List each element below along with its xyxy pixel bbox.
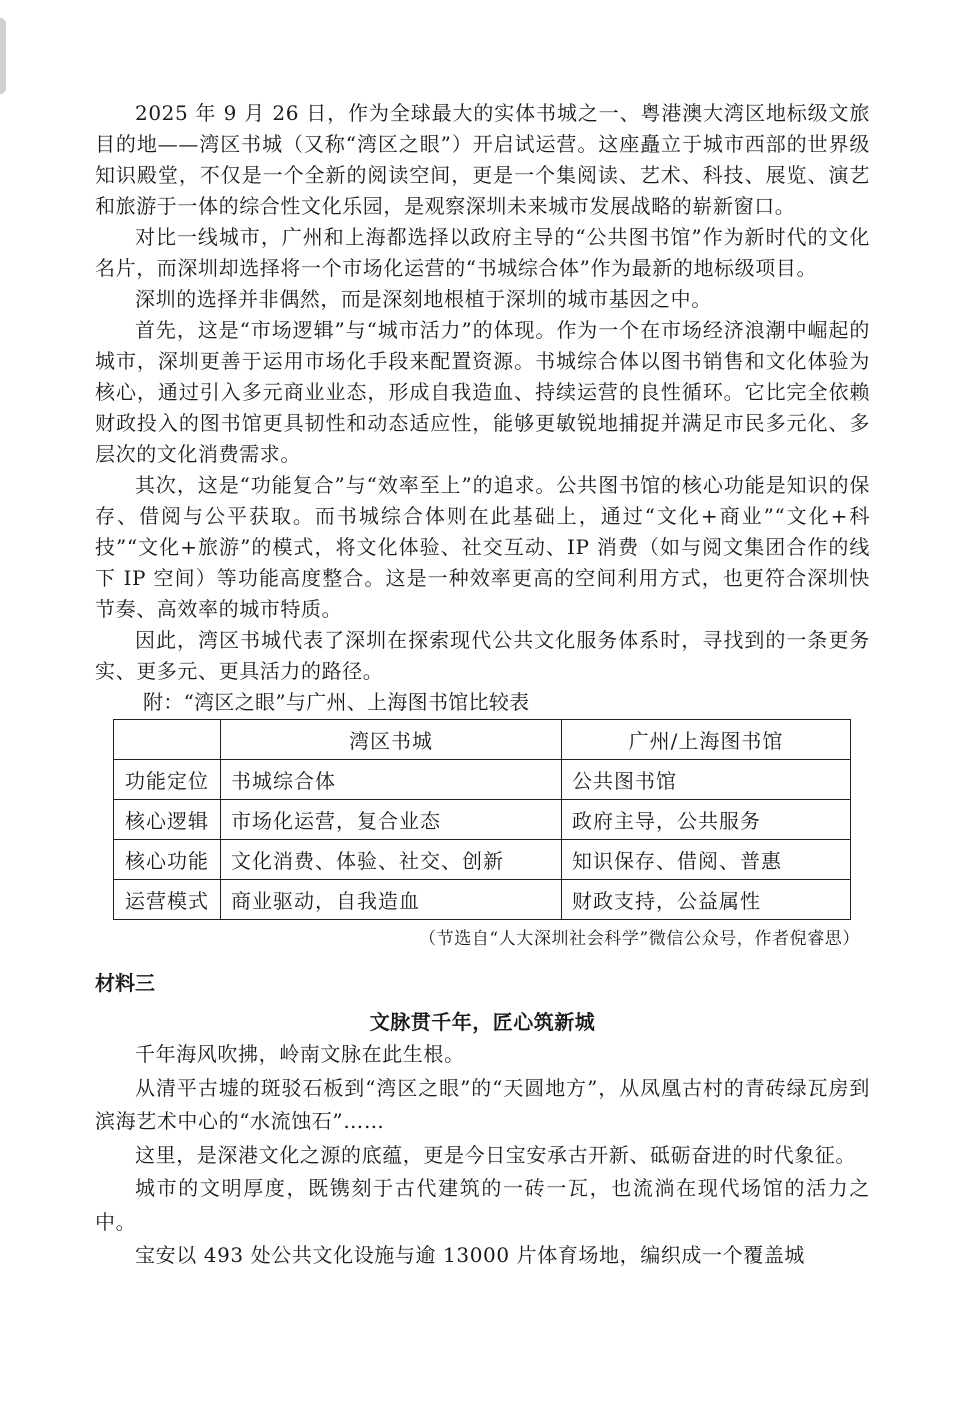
screen-edge-tab bbox=[0, 18, 6, 94]
table-row bbox=[114, 800, 851, 840]
section3-paragraph-3: 这里，是深港文化之源的底蕴，更是今日宝安承古开新、砥砺奋进的时代象征。 bbox=[135, 1142, 856, 1167]
article-title: 文脉贯千年，匠心筑新城 bbox=[369, 1010, 596, 1034]
table-row-label: 功能定位 bbox=[114, 760, 221, 800]
table-row bbox=[114, 760, 851, 800]
section3-paragraph-1: 千年海风吹拂，岭南文脉在此生根。 bbox=[135, 1042, 465, 1066]
table-cell: 财政支持，公益属性 bbox=[562, 880, 851, 920]
table-cell: 政府主导，公共服务 bbox=[562, 800, 851, 840]
table-cell: 市场化运营，复合业态 bbox=[221, 800, 562, 840]
section3-paragraph-4: 城市的文明厚度，既镌刻于古代建筑的一砖一瓦，也流淌在现代场馆的活力之中。 bbox=[95, 1176, 870, 1234]
table-cell: 书城综合体 bbox=[221, 760, 562, 800]
table-cell: 商业驱动，自我造血 bbox=[221, 880, 562, 920]
table-row-label: 运营模式 bbox=[114, 880, 221, 920]
table-caption: 附：“湾区之眼”与广州、上海图书馆比较表 bbox=[143, 690, 530, 714]
table-row bbox=[114, 840, 851, 880]
table-cell: 文化消费、体验、社交、创新 bbox=[221, 840, 562, 880]
paragraph-1: 2025 年 9 月 26 日，作为全球最大的实体书城之一、粤港澳大湾区地标级文旅目的地——湾区书城（又称“湾区之眼”）开启试运营。这座矗立于城市西部的世界级知识殿堂，不仅是一个全新的阅读空间，更是一个集阅读、艺术、科技、展览、演艺和旅游于一体的综合性文化乐园，是观察深圳未来城市发展战略的崭新窗口。 bbox=[95, 101, 870, 218]
table-cell: 知识保存、借阅、普惠 bbox=[562, 840, 851, 880]
table-row bbox=[114, 880, 851, 920]
source-citation: （节选自“人大深圳社会科学”微信公众号，作者倪睿思） bbox=[419, 929, 860, 949]
paragraph-4: 首先，这是“市场逻辑”与“城市活力”的体现。作为一个在市场经济浪潮中崛起的城市，深圳更善于运用市场化手段来配置资源。书城综合体以图书销售和文化体验为核心，通过引入多元商业业态，形成自我造血、持续运营的良性循环。它比完全依赖财政投入的图书馆更具韧性和动态适应性，能够更敏锐地捕捉并满足市民多元化、多层次的文化消费需求。 bbox=[95, 318, 870, 466]
table-header-row bbox=[114, 720, 851, 760]
table-row-label: 核心功能 bbox=[114, 840, 221, 880]
paragraph-5: 其次，这是“功能复合”与“效率至上”的追求。公共图书馆的核心功能是知识的保存、借阅与公平获取。而书城综合体则在此基础上，通过“文化+商业”“文化+科技”“文化+旅游”的模式，将文化体验、社交互动、IP 消费（如与阅文集团合作的线下 IP 空间）等功能高度整合。这是一种效率更高的空间利用方式，也更符合深圳快节奏、高效率的城市特质。 bbox=[95, 473, 870, 621]
section3-paragraph-2: 从清平古墟的斑驳石板到“湾区之眼”的“天圆地方”，从凤凰古村的青砖绿瓦房到滨海艺术中心的“水流蚀石”…… bbox=[95, 1075, 870, 1133]
paragraph-3: 深圳的选择并非偶然，而是深刻地根植于深圳的城市基因之中。 bbox=[135, 287, 712, 311]
paragraph-2: 对比一线城市，广州和上海都选择以政府主导的“公共图书馆”作为新时代的文化名片，而深圳却选择将一个市场化运营的“书城综合体”作为最新的地标级项目。 bbox=[95, 225, 870, 280]
table-row-label: 核心逻辑 bbox=[114, 800, 221, 840]
document-page bbox=[95, 98, 870, 1273]
table-header-corner bbox=[114, 720, 221, 760]
comparison-table bbox=[113, 719, 851, 920]
table-header-gz-sh: 广州/上海图书馆 bbox=[562, 720, 851, 760]
table-header-bay-area: 湾区书城 bbox=[221, 720, 562, 760]
paragraph-6: 因此，湾区书城代表了深圳在探索现代公共文化服务体系时，寻找到的一条更务实、更多元、更具活力的路径。 bbox=[95, 628, 870, 683]
section-heading: 材料三 bbox=[95, 971, 155, 995]
table-cell: 公共图书馆 bbox=[562, 760, 851, 800]
section3-paragraph-5: 宝安以 493 处公共文化设施与逾 13000 片体育场地，编织成一个覆盖城 bbox=[135, 1243, 806, 1267]
